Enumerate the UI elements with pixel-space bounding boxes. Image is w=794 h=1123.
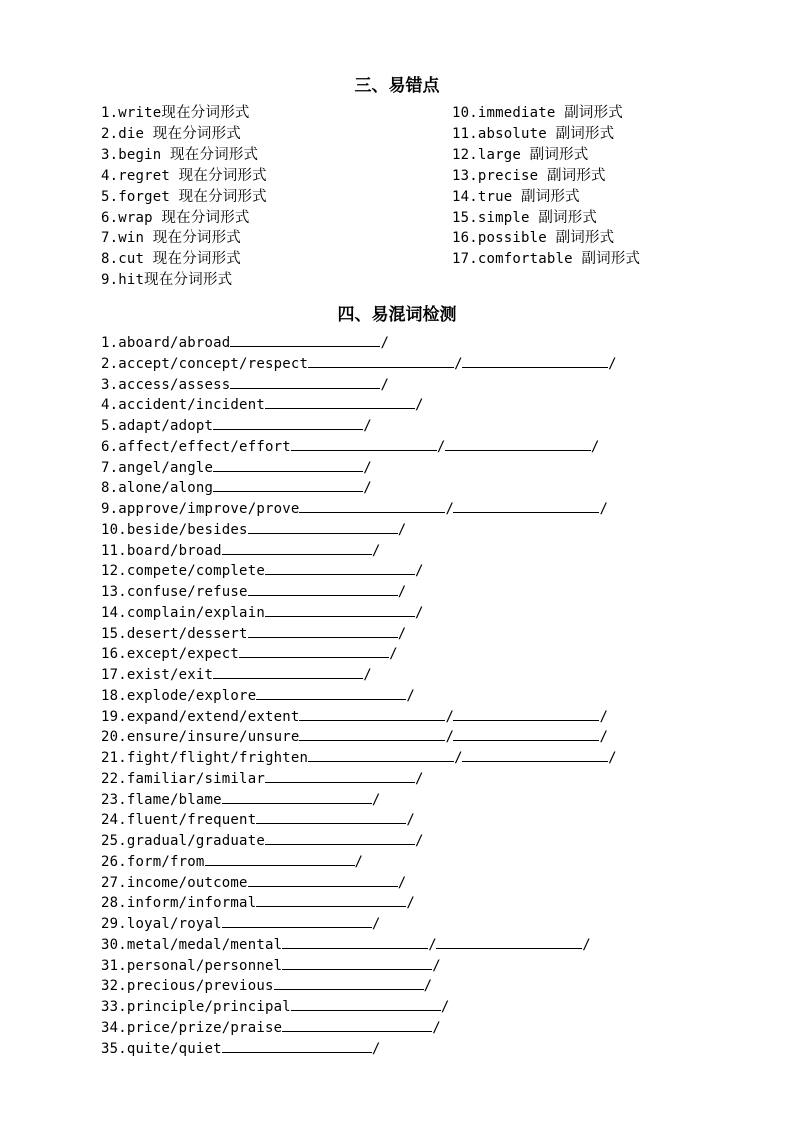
confusing-word-text: 10.beside/besides: [101, 521, 248, 538]
error-point-form: 现在分词形式: [161, 105, 250, 121]
answer-separator: /: [454, 750, 463, 766]
answer-blank[interactable]: [274, 975, 424, 990]
answer-blank[interactable]: [291, 436, 437, 451]
confusing-word-item: [101, 934, 590, 955]
answer-blank[interactable]: [213, 477, 363, 492]
error-point-form: 副词形式: [546, 167, 606, 184]
answer-blank[interactable]: [256, 892, 406, 907]
confusing-word-text: 23.flame/blame: [101, 791, 222, 808]
confusing-word-text: 34.price/prize/praise: [101, 1019, 283, 1036]
answer-blank[interactable]: [239, 643, 389, 658]
answer-blank[interactable]: [462, 747, 608, 762]
answer-separator: /: [599, 708, 609, 725]
confusing-word-text: 22.familiar/similar: [101, 770, 265, 787]
answer-blank[interactable]: [462, 353, 608, 368]
confusing-word-item: [101, 415, 371, 436]
answer-separator: /: [406, 687, 415, 704]
confusing-word-text: 6.affect/effect/effort: [101, 438, 291, 455]
answer-blank[interactable]: [230, 332, 380, 347]
answer-separator: /: [363, 418, 372, 434]
answer-blank[interactable]: [436, 934, 582, 949]
error-point-gap: [538, 168, 547, 184]
error-point-form: 副词形式: [555, 230, 615, 247]
answer-separator: /: [371, 791, 381, 808]
error-point-item: [101, 124, 241, 144]
answer-separator: /: [406, 812, 415, 829]
answer-blank[interactable]: [265, 830, 415, 845]
answer-separator: /: [363, 459, 372, 476]
answer-separator: /: [445, 729, 455, 746]
confusing-word-item: [101, 643, 397, 664]
error-point-word: 15.simple: [452, 209, 530, 226]
confusing-word-item: [101, 664, 371, 685]
answer-separator: /: [599, 501, 609, 517]
answer-separator: /: [380, 376, 390, 393]
confusing-word-item: [101, 706, 607, 727]
answer-separator: /: [414, 563, 424, 580]
error-point-gap: [521, 147, 530, 163]
answer-blank[interactable]: [248, 872, 398, 887]
answer-separator: /: [414, 604, 424, 621]
error-point-gap: [512, 189, 521, 205]
answer-blank[interactable]: [308, 747, 454, 762]
error-point-word: 1.write: [101, 105, 162, 121]
error-point-word: 16.possible: [452, 230, 547, 247]
error-point-word: 7.win: [101, 230, 145, 247]
confusing-word-text: 28.inform/informal: [101, 895, 257, 912]
answer-blank[interactable]: [445, 436, 591, 451]
answer-separator: /: [432, 1019, 441, 1036]
error-point-item: [101, 145, 258, 165]
error-point-gap: [547, 230, 556, 246]
answer-blank[interactable]: [291, 996, 441, 1011]
answer-blank[interactable]: [282, 955, 432, 970]
answer-blank[interactable]: [230, 374, 380, 389]
answer-blank[interactable]: [308, 353, 454, 368]
answer-separator: /: [397, 625, 407, 642]
confusing-word-text: 4.accident/incident: [101, 397, 265, 414]
error-point-form: 副词形式: [564, 105, 623, 121]
answer-separator: /: [363, 667, 372, 683]
confusing-word-text: 12.compete/complete: [101, 563, 265, 580]
error-point-gap: [161, 147, 170, 163]
answer-separator: /: [414, 770, 424, 787]
confusing-word-text: 33.principle/principal: [101, 999, 291, 1015]
confusing-word-item: [101, 975, 432, 996]
answer-separator: /: [389, 646, 398, 663]
answer-separator: /: [599, 729, 609, 746]
error-point-form: 副词形式: [521, 188, 580, 205]
error-point-item: [452, 208, 597, 228]
answer-separator: /: [363, 480, 372, 497]
answer-blank[interactable]: [265, 602, 415, 617]
error-point-form: 副词形式: [555, 125, 615, 142]
answer-blank[interactable]: [213, 415, 363, 430]
answer-blank[interactable]: [222, 540, 372, 555]
confusing-word-item: [101, 747, 616, 768]
confusing-word-text: 11.board/broad: [101, 542, 222, 559]
answer-separator: /: [354, 853, 364, 870]
confusing-word-item: [101, 789, 380, 810]
confusing-word-item: [101, 623, 406, 644]
section3-title: 三、易错点: [354, 76, 440, 96]
answer-blank[interactable]: [299, 498, 445, 513]
error-point-item: [101, 187, 267, 207]
error-point-word: 8.cut: [101, 251, 145, 268]
confusing-word-text: 32.precious/previous: [101, 978, 274, 995]
error-point-word: 14.true: [452, 188, 513, 205]
error-point-form: 现在分词形式: [152, 251, 241, 268]
answer-separator: /: [397, 584, 407, 600]
section4-title: 四、易混词检测: [337, 305, 457, 325]
confusing-word-item: [101, 872, 406, 893]
confusing-word-text: 20.ensure/insure/unsure: [101, 729, 300, 746]
confusing-word-item: [101, 457, 371, 478]
confusing-word-text: 31.personal/personnel: [101, 957, 283, 974]
answer-blank[interactable]: [453, 726, 599, 741]
answer-separator: /: [582, 936, 591, 953]
error-point-gap: [556, 105, 565, 121]
confusing-word-item: [101, 768, 423, 789]
confusing-word-text: 1.aboard/abroad: [101, 335, 231, 351]
answer-separator: /: [608, 750, 617, 766]
answer-separator: /: [454, 355, 463, 372]
error-point-word: 13.precise: [452, 167, 539, 184]
answer-separator: /: [436, 438, 446, 455]
confusing-word-item: [101, 602, 423, 623]
answer-blank[interactable]: [299, 706, 445, 721]
confusing-word-item: [101, 955, 440, 976]
confusing-word-item: [101, 540, 380, 561]
error-point-item: [452, 228, 614, 248]
error-point-form: 现在分词形式: [152, 230, 241, 247]
answer-separator: /: [432, 957, 441, 974]
error-point-form: 现在分词形式: [144, 272, 233, 289]
answer-separator: /: [397, 521, 407, 538]
answer-blank[interactable]: [265, 394, 415, 409]
confusing-word-item: [101, 581, 406, 602]
confusing-word-item: [101, 851, 363, 872]
confusing-word-text: 29.loyal/royal: [101, 916, 222, 932]
answer-separator: /: [371, 542, 381, 559]
answer-blank[interactable]: [265, 768, 415, 783]
confusing-word-text: 18.explode/explore: [101, 687, 257, 704]
error-point-word: 11.absolute: [452, 125, 547, 142]
answer-blank[interactable]: [282, 934, 428, 949]
confusing-word-text: 25.gradual/graduate: [101, 833, 265, 849]
answer-separator: /: [445, 708, 455, 725]
confusing-word-text: 16.except/expect: [101, 646, 240, 663]
confusing-word-item: [101, 519, 406, 540]
confusing-word-item: [101, 913, 380, 934]
error-point-form: 副词形式: [529, 146, 589, 163]
confusing-word-item: [101, 892, 414, 913]
answer-separator: /: [445, 501, 455, 517]
error-point-item: [452, 249, 640, 269]
error-point-gap: [170, 189, 179, 205]
answer-blank[interactable]: [222, 789, 372, 804]
answer-separator: /: [371, 916, 381, 932]
confusing-word-text: 3.access/assess: [101, 376, 231, 393]
answer-separator: /: [423, 978, 433, 995]
answer-blank[interactable]: [453, 498, 599, 513]
error-point-word: 17.comfortable: [452, 251, 573, 268]
answer-blank[interactable]: [248, 623, 398, 638]
answer-blank[interactable]: [453, 706, 599, 721]
error-point-gap: [547, 126, 556, 142]
confusing-word-text: 2.accept/concept/respect: [101, 355, 309, 372]
answer-blank[interactable]: [222, 1038, 372, 1053]
answer-blank[interactable]: [299, 726, 445, 741]
error-point-item: [452, 145, 588, 165]
error-point-gap: [144, 230, 153, 246]
answer-separator: /: [608, 355, 617, 372]
confusing-word-item: [101, 498, 607, 519]
error-point-form: 副词形式: [581, 251, 641, 268]
confusing-word-text: 35.quite/quiet: [101, 1040, 222, 1057]
confusing-word-item: [101, 685, 414, 706]
confusing-word-item: [101, 332, 388, 353]
answer-blank[interactable]: [256, 809, 406, 824]
error-point-word: 4.regret: [101, 167, 171, 184]
error-point-word: 6.wrap: [101, 209, 153, 226]
error-point-gap: [144, 251, 153, 267]
confusing-word-text: 15.desert/dessert: [101, 625, 248, 642]
error-point-item: [101, 208, 250, 228]
error-point-gap: [144, 126, 153, 142]
error-point-form: 副词形式: [538, 209, 598, 226]
answer-separator: /: [371, 1040, 381, 1057]
confusing-word-item: [101, 560, 423, 581]
error-point-item: [452, 187, 580, 207]
confusing-word-text: 9.approve/improve/prove: [101, 501, 300, 517]
answer-separator: /: [428, 936, 437, 953]
confusing-word-item: [101, 394, 423, 415]
answer-blank[interactable]: [213, 664, 363, 679]
answer-separator: /: [397, 874, 407, 891]
error-point-item: [452, 166, 606, 186]
answer-blank[interactable]: [205, 851, 355, 866]
error-point-word: 2.die: [101, 125, 145, 142]
error-point-form: 现在分词形式: [170, 146, 259, 163]
error-point-word: 12.large: [452, 146, 522, 163]
answer-blank[interactable]: [222, 913, 372, 928]
error-point-word: 5.forget: [101, 188, 171, 205]
answer-blank[interactable]: [256, 685, 406, 700]
confusing-word-item: [101, 436, 599, 457]
answer-separator: /: [590, 438, 600, 455]
error-point-item: [101, 249, 241, 269]
error-point-gap: [170, 168, 179, 184]
answer-separator: /: [414, 833, 424, 849]
confusing-word-text: 7.angel/angle: [101, 459, 214, 476]
confusing-word-text: 5.adapt/adopt: [101, 418, 214, 434]
error-point-item: [452, 103, 623, 123]
error-point-item: [452, 124, 614, 144]
error-point-item: [101, 270, 232, 290]
confusing-word-text: 8.alone/along: [101, 480, 214, 497]
confusing-word-text: 24.fluent/frequent: [101, 812, 257, 829]
confusing-word-text: 14.complain/explain: [101, 604, 265, 621]
confusing-word-text: 13.confuse/refuse: [101, 584, 248, 600]
answer-blank[interactable]: [248, 519, 398, 534]
error-point-word: 10.immediate: [452, 105, 556, 121]
error-point-form: 现在分词形式: [178, 167, 267, 184]
answer-separator: /: [406, 895, 415, 912]
answer-blank[interactable]: [213, 457, 363, 472]
error-point-word: 9.hit: [101, 272, 145, 289]
confusing-word-text: 30.metal/medal/mental: [101, 936, 283, 953]
confusing-word-text: 26.form/from: [101, 853, 205, 870]
confusing-word-item: [101, 477, 371, 498]
confusing-word-item: [101, 1038, 380, 1059]
error-point-item: [101, 103, 250, 123]
confusing-word-item: [101, 353, 616, 374]
answer-blank[interactable]: [265, 560, 415, 575]
error-point-form: 现在分词形式: [152, 125, 241, 142]
answer-separator: /: [440, 999, 450, 1015]
error-point-form: 现在分词形式: [161, 209, 250, 226]
error-point-word: 3.begin: [101, 146, 162, 163]
answer-blank[interactable]: [282, 1017, 432, 1032]
error-point-item: [101, 228, 241, 248]
confusing-word-text: 19.expand/extend/extent: [101, 708, 300, 725]
confusing-word-text: 21.fight/flight/frighten: [101, 750, 309, 766]
confusing-word-item: [101, 996, 449, 1017]
error-point-form: 现在分词形式: [178, 188, 267, 205]
confusing-word-text: 27.income/outcome: [101, 874, 248, 891]
confusing-word-item: [101, 1017, 440, 1038]
confusing-word-item: [101, 809, 414, 830]
confusing-word-item: [101, 726, 607, 747]
answer-blank[interactable]: [248, 581, 398, 596]
confusing-word-item: [101, 830, 423, 851]
confusing-word-item: [101, 374, 388, 395]
answer-separator: /: [414, 397, 424, 414]
error-point-item: [101, 166, 267, 186]
confusing-word-text: 17.exist/exit: [101, 667, 214, 683]
answer-separator: /: [380, 335, 390, 351]
